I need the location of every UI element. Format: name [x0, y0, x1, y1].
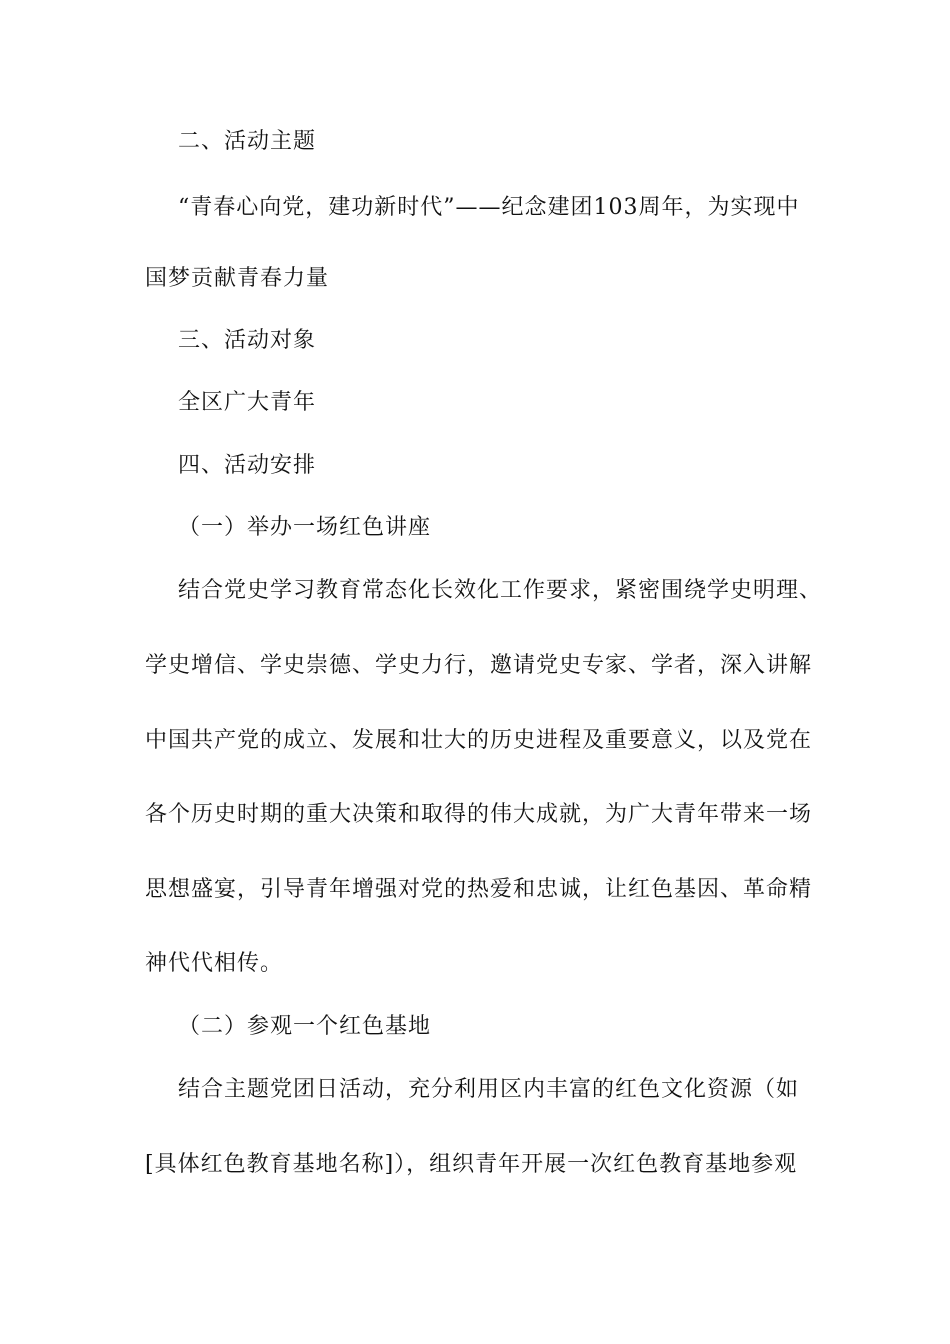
- paragraph-line: 结合主题党团日活动，充分利用区内丰富的红色文化资源（如: [178, 1077, 800, 1102]
- section-heading-theme: 二、活动主题: [178, 129, 317, 154]
- paragraph-line: 各个历史时期的重大决策和取得的伟大成就，为广大青年带来一场: [145, 802, 813, 827]
- paragraph-line: 思想盛宴，引导青年增强对党的热爱和忠诚，让红色基因、革命精: [145, 877, 813, 902]
- subsection-heading-lecture: （一）举办一场红色讲座: [178, 515, 432, 540]
- paragraph-line: 学史增信、学史崇德、学史力行，邀请党史专家、学者，深入讲解: [145, 653, 813, 678]
- paragraph-line: 结合党史学习教育常态化长效化工作要求，紧密围绕学史明理、: [178, 578, 823, 603]
- paragraph-line: 中国共产党的成立、发展和壮大的历史进程及重要意义，以及党在: [145, 728, 813, 753]
- section-heading-schedule: 四、活动安排: [178, 453, 317, 478]
- audience-text: 全区广大青年: [178, 390, 317, 415]
- section-heading-audience: 三、活动对象: [178, 328, 317, 353]
- subsection-heading-base-visit: （二）参观一个红色基地: [178, 1014, 432, 1039]
- theme-text-line-2: 国梦贡献青春力量: [145, 266, 330, 291]
- theme-text-line-1: “青春心向党，建功新时代”——纪念建团103周年，为实现中: [178, 195, 800, 220]
- paragraph-line: 神代代相传。: [145, 951, 284, 976]
- paragraph-line: [具体红色教育基地名称]），组织青年开展一次红色教育基地参观: [145, 1152, 798, 1177]
